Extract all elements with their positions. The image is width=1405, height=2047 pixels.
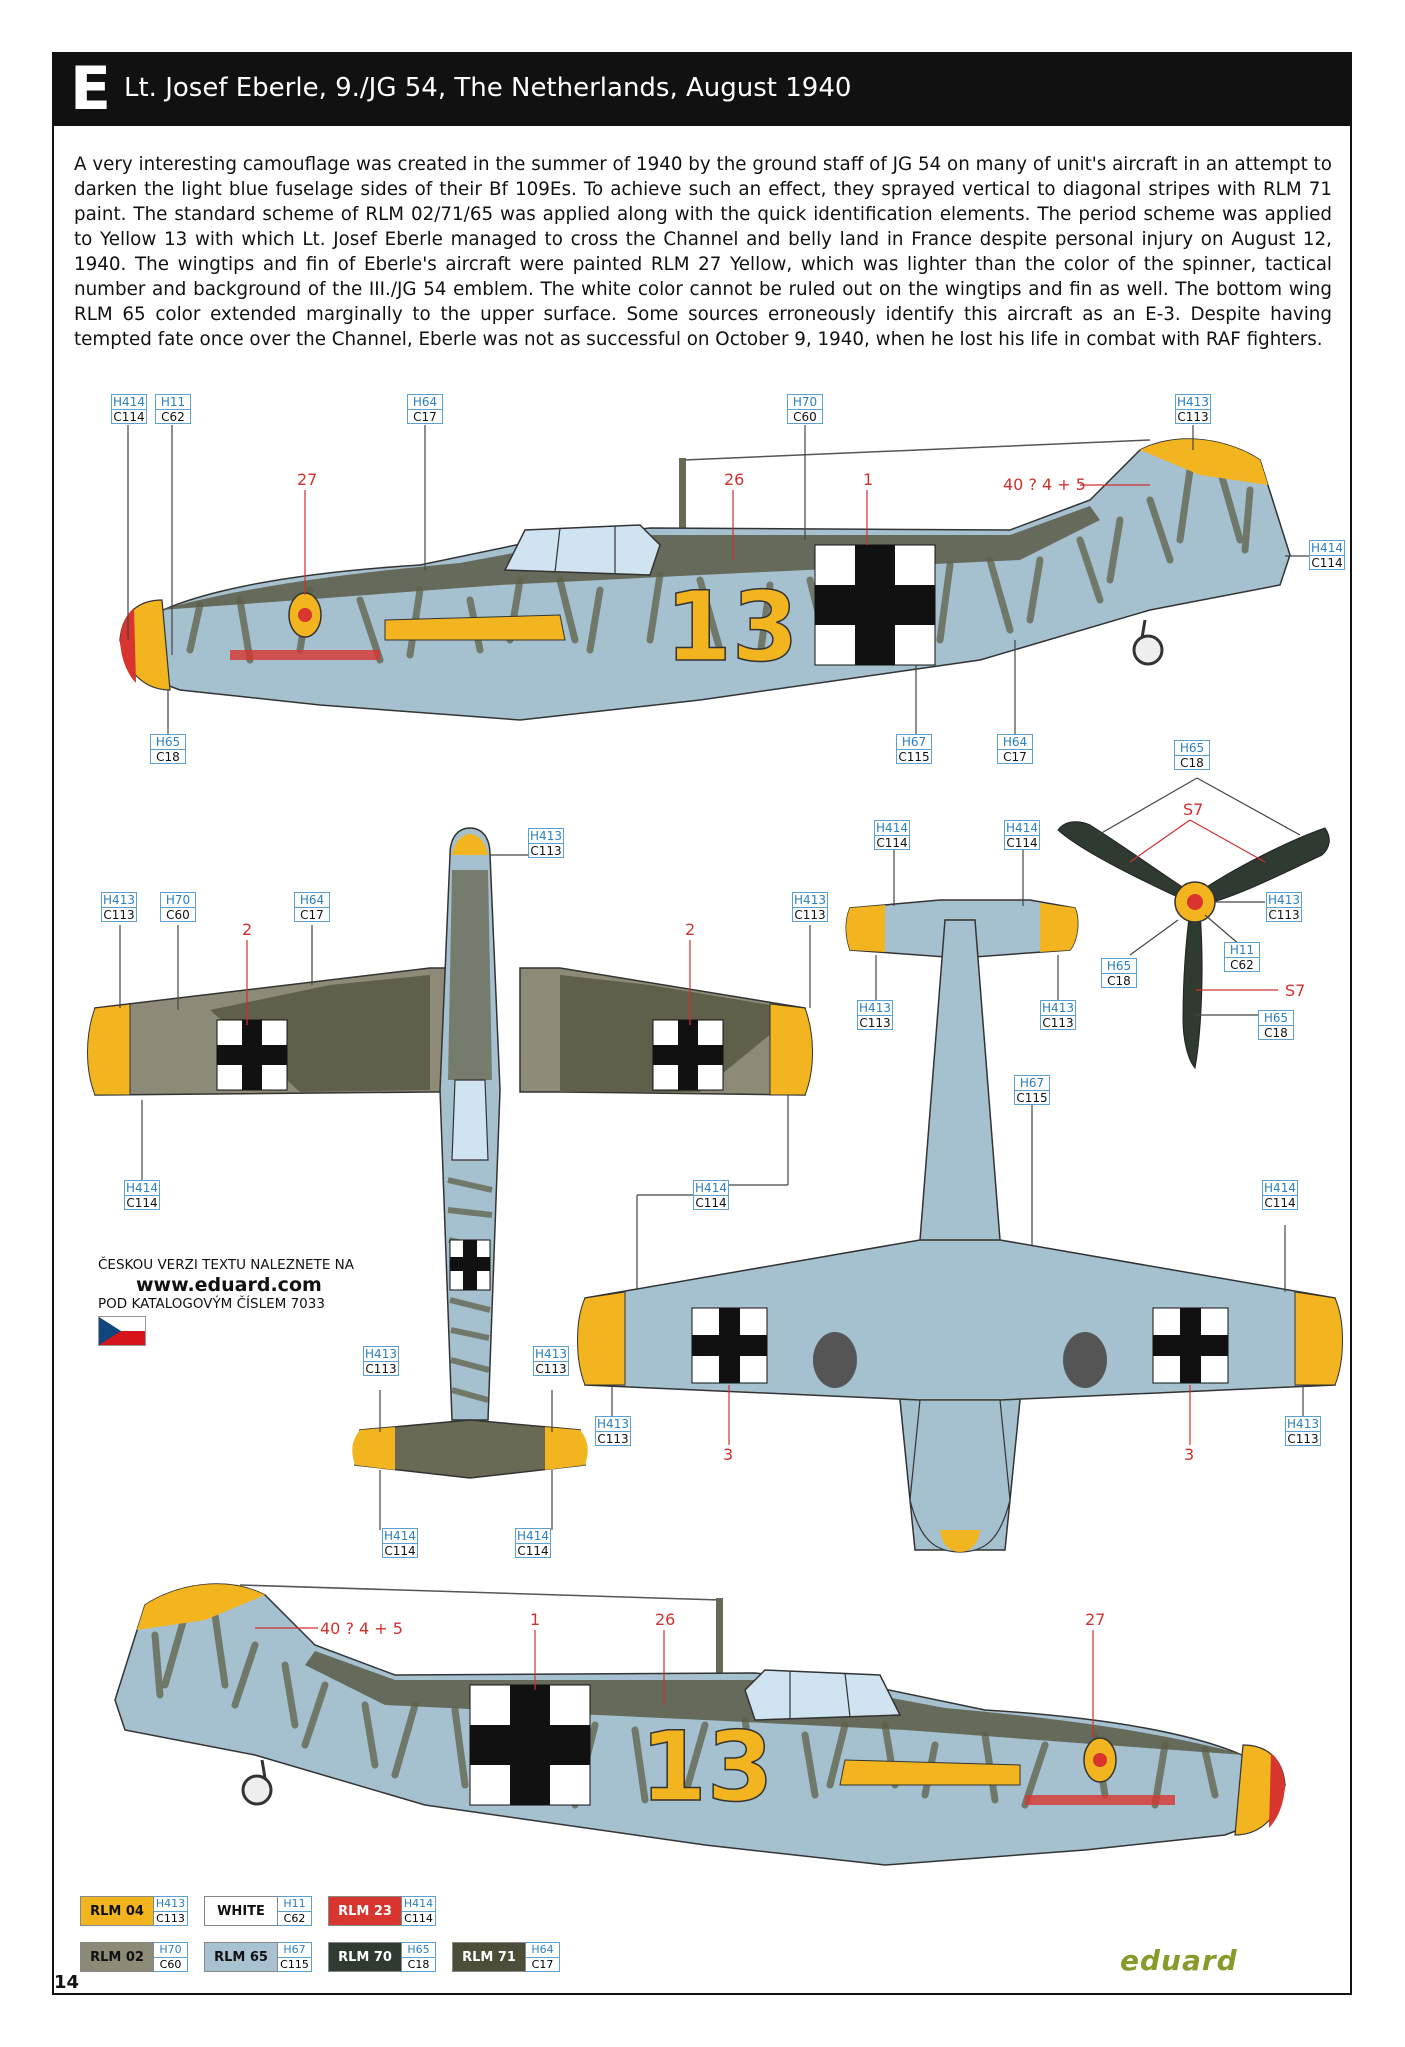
color-tag: H70 C60 xyxy=(160,892,196,922)
page-number: 14 xyxy=(54,1972,80,1993)
color-tag: H413 C113 xyxy=(363,1346,399,1376)
color-tag: H414 C114 xyxy=(1004,820,1040,850)
color-tag: H414 C114 xyxy=(382,1528,418,1558)
callout-3-a: 3 xyxy=(723,1445,734,1464)
color-tag: H413 C113 xyxy=(1266,892,1302,922)
legend-item xyxy=(204,1942,312,1972)
legend-swatch: RLM 70 xyxy=(328,1942,402,1972)
callout-3-b: 3 xyxy=(1184,1445,1195,1464)
color-tag: H413 C113 xyxy=(528,828,564,858)
legend-code: H11 C62 xyxy=(278,1896,312,1926)
callout-code-a: 40 ? 4 + 5 xyxy=(1003,475,1086,494)
legend-code: H70 C60 xyxy=(154,1942,188,1972)
top-view xyxy=(88,828,813,1530)
color-tag: H67 C115 xyxy=(896,734,932,764)
legend-swatch: RLM 04 xyxy=(80,1896,154,1926)
callout-1-b: 1 xyxy=(530,1610,541,1629)
right-side-profile xyxy=(115,1584,1285,1865)
color-tag: H413 C113 xyxy=(1040,1000,1076,1030)
tactical-number-side: 13 xyxy=(665,571,799,683)
color-tag: H65 C18 xyxy=(1174,740,1210,770)
color-tag: H65 C18 xyxy=(150,734,186,764)
legend-code: H67 C115 xyxy=(278,1942,312,1972)
legend-item xyxy=(204,1896,312,1926)
color-tag: H414 C114 xyxy=(515,1528,551,1558)
profile-description: A very interesting camouflage was created in the summer of 1940 by the ground staff of JG 54 on many of unit's aircraft in an attempt to darken the light blue fuselage sides of their Bf 109Es. To achieve such an effect, they sprayed vertical to diagonal stripes with RLM 71 paint. The standard scheme of RLM 02/71/65 was applied along with the quick identification elements. The period scheme was applied to Yellow 13 with which Lt. Josef Eberle managed to cross the Channel and belly land in France despite personal injury on August 12, 1940. The wingtips and fin of Eberle's aircraft were painted RLM 27 Yellow, which was lighter than the color of the spinner, tactical number and background of the III./JG 54 emblem. The white color cannot be ruled out on the wingtips and fin as well. The bottom wing RLM 65 color extended marginally to the upper surface. Some sources erroneously identify this aircraft as an E-3. Despite having tempted fate once over the Channel, Eberle was not as successful on October 9, 1940, when he lost his life in combat with RAF fighters. xyxy=(74,154,1332,350)
color-tag: H414 C114 xyxy=(874,820,910,850)
callout-s7-b: S7 xyxy=(1285,981,1306,1000)
color-tag: H413 C113 xyxy=(595,1416,631,1446)
color-tag: H65 C18 xyxy=(1101,958,1137,988)
color-tag: H64 C17 xyxy=(407,394,443,424)
color-tag: H11 C62 xyxy=(1224,942,1260,972)
legend-item xyxy=(328,1942,436,1972)
legend-item xyxy=(80,1942,188,1972)
callout-2-a: 2 xyxy=(242,920,253,939)
color-tag: H413 C113 xyxy=(857,1000,893,1030)
legend-code: H65 C18 xyxy=(402,1942,436,1972)
color-tag: H413 C113 xyxy=(533,1346,569,1376)
color-tag: H414 C114 xyxy=(1262,1180,1298,1210)
legend-code: H414 C114 xyxy=(402,1896,436,1926)
callout-s7-a: S7 xyxy=(1183,800,1204,819)
color-tag: H65 C18 xyxy=(1258,1010,1294,1040)
legend-item xyxy=(328,1896,436,1926)
legend-code: H413 C113 xyxy=(154,1896,188,1926)
profile-title: Lt. Josef Eberle, 9./JG 54, The Netherlands, August 1940 xyxy=(124,73,852,103)
czech-flag-icon xyxy=(98,1316,146,1346)
website-link[interactable]: www.eduard.com xyxy=(136,1274,322,1296)
czech-note-line1: ČESKOU VERZI TEXTU NALEZNETE NA xyxy=(98,1257,354,1273)
legend-item xyxy=(80,1896,188,1926)
color-tag: H67 C115 xyxy=(1014,1075,1050,1105)
legend-swatch: RLM 23 xyxy=(328,1896,402,1926)
color-tag: H11 C62 xyxy=(155,394,191,424)
legend-item xyxy=(452,1942,560,1972)
czech-version-note xyxy=(98,1257,398,1313)
callout-code-b: 40 ? 4 + 5 xyxy=(320,1619,403,1638)
legend-code: H64 C17 xyxy=(526,1942,560,1972)
color-tag: H413 C113 xyxy=(1285,1416,1321,1446)
callout-27-a: 27 xyxy=(297,470,318,489)
callout-1-a: 1 xyxy=(863,470,874,489)
legend-swatch: RLM 71 xyxy=(452,1942,526,1972)
color-tag: H70 C60 xyxy=(787,394,823,424)
callout-2-b: 2 xyxy=(685,920,696,939)
czech-note-line3: POD KATALOGOVÝM ČÍSLEM 7033 xyxy=(98,1296,325,1312)
callout-27-b: 27 xyxy=(1085,1610,1106,1629)
color-tag: H413 C113 xyxy=(1175,394,1211,424)
profile-letter: E xyxy=(70,54,111,124)
eduard-logo: eduard xyxy=(1120,1944,1238,1977)
color-tag: H413 C113 xyxy=(101,892,137,922)
legend-swatch: WHITE xyxy=(204,1896,278,1926)
callout-26-a: 26 xyxy=(724,470,745,489)
color-tag: H414 C114 xyxy=(1309,540,1345,570)
color-tag: H414 C114 xyxy=(111,394,147,424)
legend-swatch: RLM 65 xyxy=(204,1942,278,1972)
left-side-profile xyxy=(120,425,1325,735)
tactical-number-side-right: 13 xyxy=(640,1711,774,1823)
legend-swatch: RLM 02 xyxy=(80,1942,154,1972)
color-tag: H414 C114 xyxy=(693,1180,729,1210)
color-tag: H414 C114 xyxy=(124,1180,160,1210)
color-tag: H413 C113 xyxy=(792,892,828,922)
color-tag: H64 C17 xyxy=(294,892,330,922)
color-tag: H64 C17 xyxy=(997,734,1033,764)
callout-26-b: 26 xyxy=(655,1610,676,1629)
